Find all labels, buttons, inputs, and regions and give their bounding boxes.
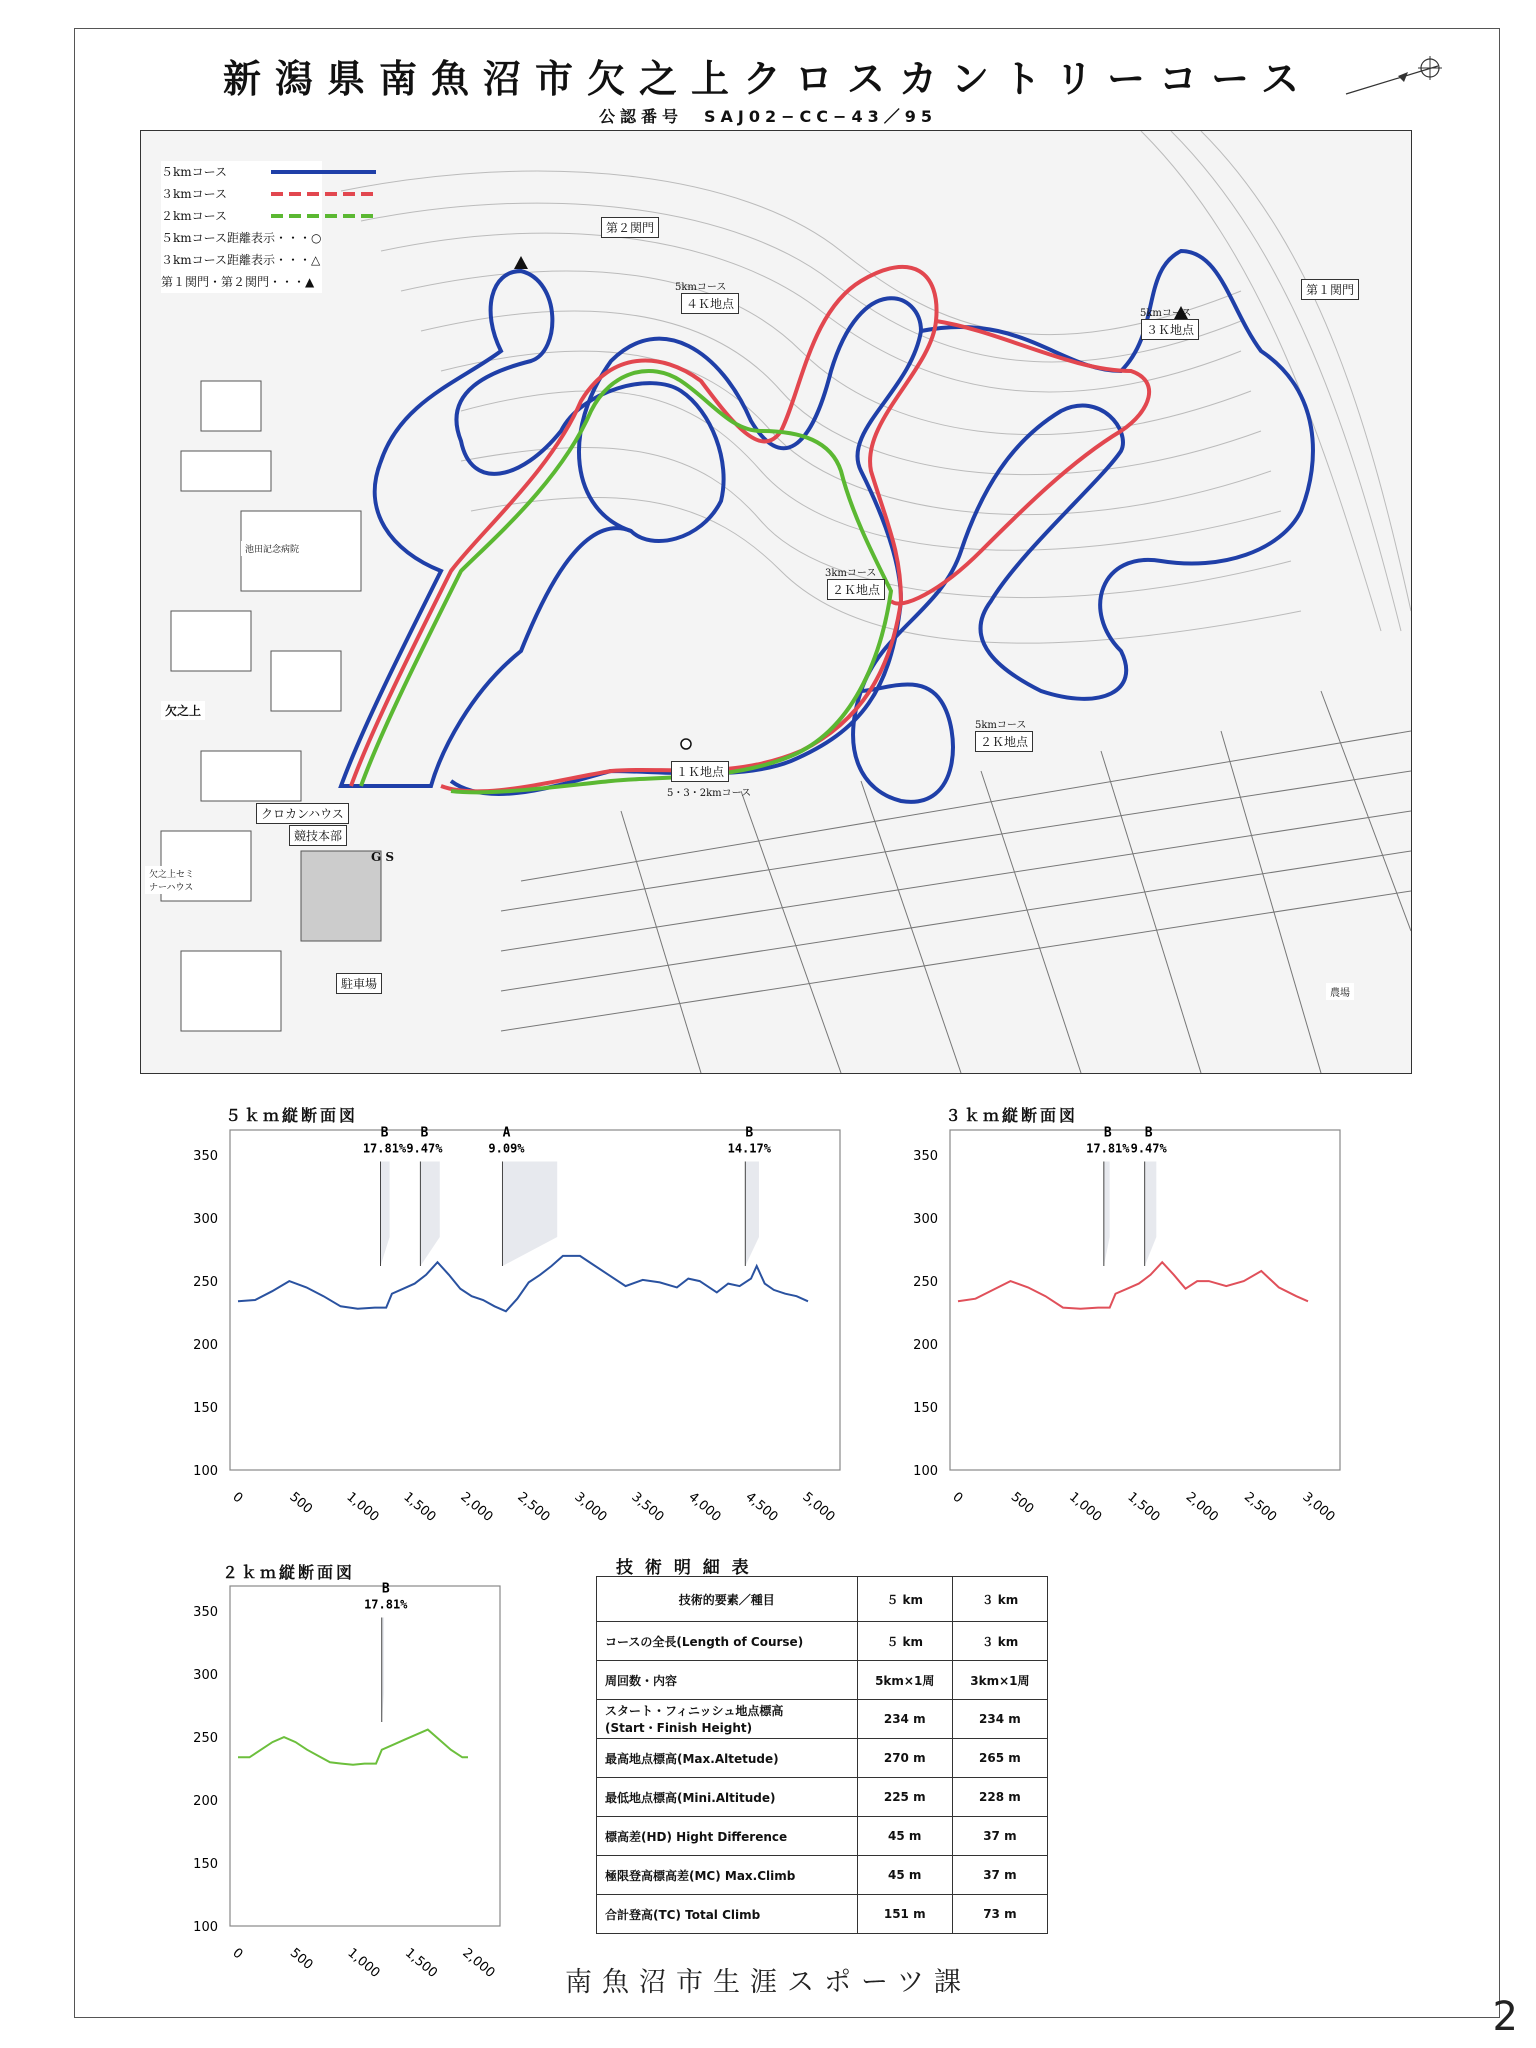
spec-header-row bbox=[597, 1577, 1048, 1622]
climb-grade-band bbox=[1145, 1161, 1157, 1266]
compass-icon bbox=[1338, 52, 1448, 102]
course-map bbox=[140, 130, 1412, 1074]
profile-2km-chart bbox=[180, 1576, 510, 1996]
spec-row bbox=[597, 1622, 1048, 1661]
x-tick-label: 2,500 bbox=[514, 1489, 553, 1525]
spec-3km: 265 m bbox=[952, 1739, 1047, 1778]
y-tick-label: 300 bbox=[193, 1212, 218, 1228]
x-tick-label: 4,000 bbox=[685, 1489, 724, 1525]
legend-3km-distance: ３kmコース距離表示・・・△ bbox=[161, 253, 321, 267]
climb-grade-percent: 17.81% bbox=[1086, 1141, 1130, 1156]
x-tick-label: 1,500 bbox=[401, 1945, 441, 1981]
spec-5km: 151 m bbox=[857, 1895, 952, 1934]
label-gate2: 第２関門 bbox=[601, 217, 659, 238]
climb-grade-letter: A bbox=[502, 1125, 511, 1141]
climb-grade-letter: B bbox=[381, 1581, 390, 1597]
legend-lines bbox=[161, 161, 391, 296]
x-tick-label: 0 bbox=[229, 1945, 246, 1963]
y-tick-label: 150 bbox=[193, 1401, 218, 1417]
profile-2km-title: ２ｋｍ縦断面図 bbox=[222, 1563, 356, 1582]
y-tick-label: 300 bbox=[193, 1668, 218, 1684]
climb-grade-letter: B bbox=[380, 1125, 389, 1141]
label-3k: ３Ｋ地点 bbox=[1141, 319, 1199, 340]
x-tick-label: 3,000 bbox=[571, 1489, 610, 1525]
page-title: 新潟県南魚沼市欠之上クロスカントリーコース bbox=[222, 56, 1314, 101]
y-tick-label: 200 bbox=[913, 1338, 938, 1354]
climb-grade-letter: B bbox=[1103, 1125, 1112, 1141]
elevation-profile-line bbox=[958, 1262, 1308, 1309]
y-tick-label: 350 bbox=[913, 1149, 938, 1165]
y-tick-label: 350 bbox=[193, 1149, 218, 1165]
legend-3km: ３kmコース bbox=[161, 187, 228, 201]
y-tick-label: 350 bbox=[193, 1605, 218, 1621]
spec-3km: 3km×1周 bbox=[952, 1661, 1047, 1700]
label-gate1: 第１関門 bbox=[1301, 279, 1359, 300]
x-tick-label: 2,500 bbox=[1241, 1489, 1280, 1525]
spec-row bbox=[597, 1778, 1048, 1817]
label-village: 欠之上 bbox=[161, 701, 205, 720]
x-tick-label: 1,000 bbox=[1066, 1489, 1105, 1525]
spec-5km: 45 m bbox=[857, 1817, 952, 1856]
y-tick-label: 250 bbox=[913, 1275, 938, 1291]
spec-5km: 270 m bbox=[857, 1739, 952, 1778]
x-tick-label: 500 bbox=[286, 1489, 316, 1518]
spec-3km: 73 m bbox=[952, 1895, 1047, 1934]
x-tick-label: 500 bbox=[286, 1945, 316, 1974]
climb-grade-band bbox=[420, 1161, 439, 1266]
profile-3km-title: ３ｋｍ縦断面図 bbox=[945, 1106, 1079, 1125]
label-3k-course: 5kmコース bbox=[1140, 308, 1192, 319]
y-tick-label: 100 bbox=[913, 1464, 938, 1479]
spec-row bbox=[597, 1661, 1048, 1700]
spec-5km: 225 m bbox=[857, 1778, 952, 1817]
footer: 南魚沼市生涯スポーツ課 bbox=[565, 1967, 971, 1998]
x-tick-label: 1,500 bbox=[400, 1489, 439, 1525]
x-tick-label: 2,000 bbox=[459, 1945, 498, 1981]
spec-table bbox=[596, 1576, 1048, 1934]
spec-3km: 228 m bbox=[952, 1778, 1047, 1817]
y-tick-label: 100 bbox=[193, 1920, 218, 1935]
spec-row bbox=[597, 1739, 1048, 1778]
spec-row bbox=[597, 1856, 1048, 1895]
spec-5km: 45 m bbox=[857, 1856, 952, 1895]
spec-item: 最高地点標高(Max.Altetude) bbox=[597, 1739, 858, 1778]
spec-item: スタート・フィニッシュ地点標高 (Start・Finish Height) bbox=[597, 1700, 858, 1739]
climb-grade-percent: 17.81% bbox=[362, 1141, 407, 1156]
spec-3km: ３ km bbox=[952, 1622, 1047, 1661]
climb-grade-band bbox=[502, 1161, 557, 1266]
label-house: クロカンハウス bbox=[256, 803, 349, 824]
elevation-profile-line bbox=[238, 1730, 468, 1765]
label-4k-course: 5kmコース bbox=[675, 282, 727, 293]
label-2k-3km: ２Ｋ地点 bbox=[827, 579, 885, 600]
label-farm: 農場 bbox=[1326, 983, 1354, 1000]
x-tick-label: 1,000 bbox=[344, 1945, 383, 1981]
x-tick-label: 4,500 bbox=[742, 1489, 781, 1525]
page-subtitle: 公認番号 SAJ02−CC−43／95 bbox=[599, 107, 937, 126]
x-tick-label: 2,000 bbox=[457, 1489, 496, 1525]
label-hq: 競技本部 bbox=[289, 825, 347, 846]
map-legend bbox=[161, 161, 322, 293]
spec-5km: 5km×1周 bbox=[857, 1661, 952, 1700]
label-2k-5km: ２Ｋ地点 bbox=[975, 731, 1033, 752]
y-tick-label: 300 bbox=[913, 1212, 938, 1228]
climb-grade-percent: 9.47% bbox=[1130, 1141, 1167, 1156]
profile-5km-title: ５ｋｍ縦断面図 bbox=[225, 1106, 359, 1125]
y-tick-label: 100 bbox=[193, 1464, 218, 1479]
climb-grade-band bbox=[381, 1161, 390, 1266]
spec-row bbox=[597, 1895, 1048, 1934]
legend-5km-distance: ５kmコース距離表示・・・○ bbox=[161, 231, 322, 245]
climb-grade-letter: B bbox=[1144, 1125, 1153, 1141]
spec-item: 最低地点標高(Mini.Altitude) bbox=[597, 1778, 858, 1817]
profile-5km-chart bbox=[180, 1120, 850, 1540]
legend-2km: ２kmコース bbox=[161, 209, 228, 223]
spec-3km: 37 m bbox=[952, 1856, 1047, 1895]
climb-grade-band bbox=[1104, 1161, 1110, 1266]
label-1k-sub: 5・3・2kmコース bbox=[667, 788, 752, 799]
legend-5km: ５kmコース bbox=[161, 165, 228, 179]
spec-row bbox=[597, 1817, 1048, 1856]
spec-item: 標高差(HD) Hight Difference bbox=[597, 1817, 858, 1856]
y-tick-label: 200 bbox=[193, 1794, 218, 1810]
label-parking: 駐車場 bbox=[336, 973, 382, 994]
x-tick-label: 2,000 bbox=[1182, 1489, 1221, 1525]
x-tick-label: 1,000 bbox=[343, 1489, 382, 1525]
label-memorial: 池田記念病院 bbox=[241, 541, 303, 556]
y-tick-label: 250 bbox=[193, 1731, 218, 1747]
label-4k: ４Ｋ地点 bbox=[681, 293, 739, 314]
elevation-profile-line bbox=[238, 1256, 808, 1311]
spec-item: コースの全長(Length of Course) bbox=[597, 1622, 858, 1661]
climb-grade-percent: 9.47% bbox=[406, 1141, 443, 1156]
label-seminar-house: 欠之上セミナーハウス bbox=[145, 866, 203, 894]
spec-item: 合計登高(TC) Total Climb bbox=[597, 1895, 858, 1934]
label-2k-3km-course: 3kmコース bbox=[825, 568, 877, 579]
label-sg: G S bbox=[371, 850, 395, 864]
climb-grade-percent: 14.17% bbox=[727, 1141, 771, 1156]
y-tick-label: 200 bbox=[193, 1338, 218, 1354]
y-tick-label: 150 bbox=[193, 1857, 218, 1873]
x-tick-label: 1,500 bbox=[1124, 1489, 1163, 1525]
profile-3km-chart bbox=[900, 1120, 1350, 1540]
climb-grade-percent: 9.09% bbox=[488, 1141, 525, 1156]
page-number: 2 bbox=[1492, 1994, 1518, 2040]
spec-3km: 234 m bbox=[952, 1700, 1047, 1739]
spec-5km: ５ km bbox=[857, 1577, 952, 1622]
x-tick-label: 3,000 bbox=[1299, 1489, 1338, 1525]
spec-item: 周回数・内容 bbox=[597, 1661, 858, 1700]
x-tick-label: 0 bbox=[229, 1489, 246, 1507]
spec-row bbox=[597, 1700, 1048, 1739]
spec-5km: ５ km bbox=[857, 1622, 952, 1661]
x-tick-label: 0 bbox=[949, 1489, 966, 1507]
y-tick-label: 150 bbox=[913, 1401, 938, 1417]
label-2k-5km-course: 5kmコース bbox=[975, 720, 1027, 731]
y-tick-label: 250 bbox=[193, 1275, 218, 1291]
climb-grade-letter: B bbox=[745, 1125, 754, 1141]
x-tick-label: 500 bbox=[1007, 1489, 1037, 1518]
x-tick-label: 3,500 bbox=[628, 1489, 667, 1525]
label-1k: １Ｋ地点 bbox=[671, 761, 729, 782]
climb-grade-band bbox=[745, 1161, 759, 1266]
spec-item: 技術的要素／種目 bbox=[597, 1577, 858, 1622]
spec-item: 極限登高標高差(MC) Max.Climb bbox=[597, 1856, 858, 1895]
legend-gates: 第１関門・第２関門・・・▲ bbox=[161, 275, 315, 289]
spec-title: 技 術 明 細 表 bbox=[616, 1558, 752, 1578]
climb-grade-percent: 17.81% bbox=[364, 1597, 408, 1612]
spec-3km: 37 m bbox=[952, 1817, 1047, 1856]
x-tick-label: 5,000 bbox=[799, 1489, 838, 1525]
climb-grade-letter: B bbox=[420, 1125, 429, 1141]
spec-5km: 234 m bbox=[857, 1700, 952, 1739]
spec-3km: ３ km bbox=[952, 1577, 1047, 1622]
